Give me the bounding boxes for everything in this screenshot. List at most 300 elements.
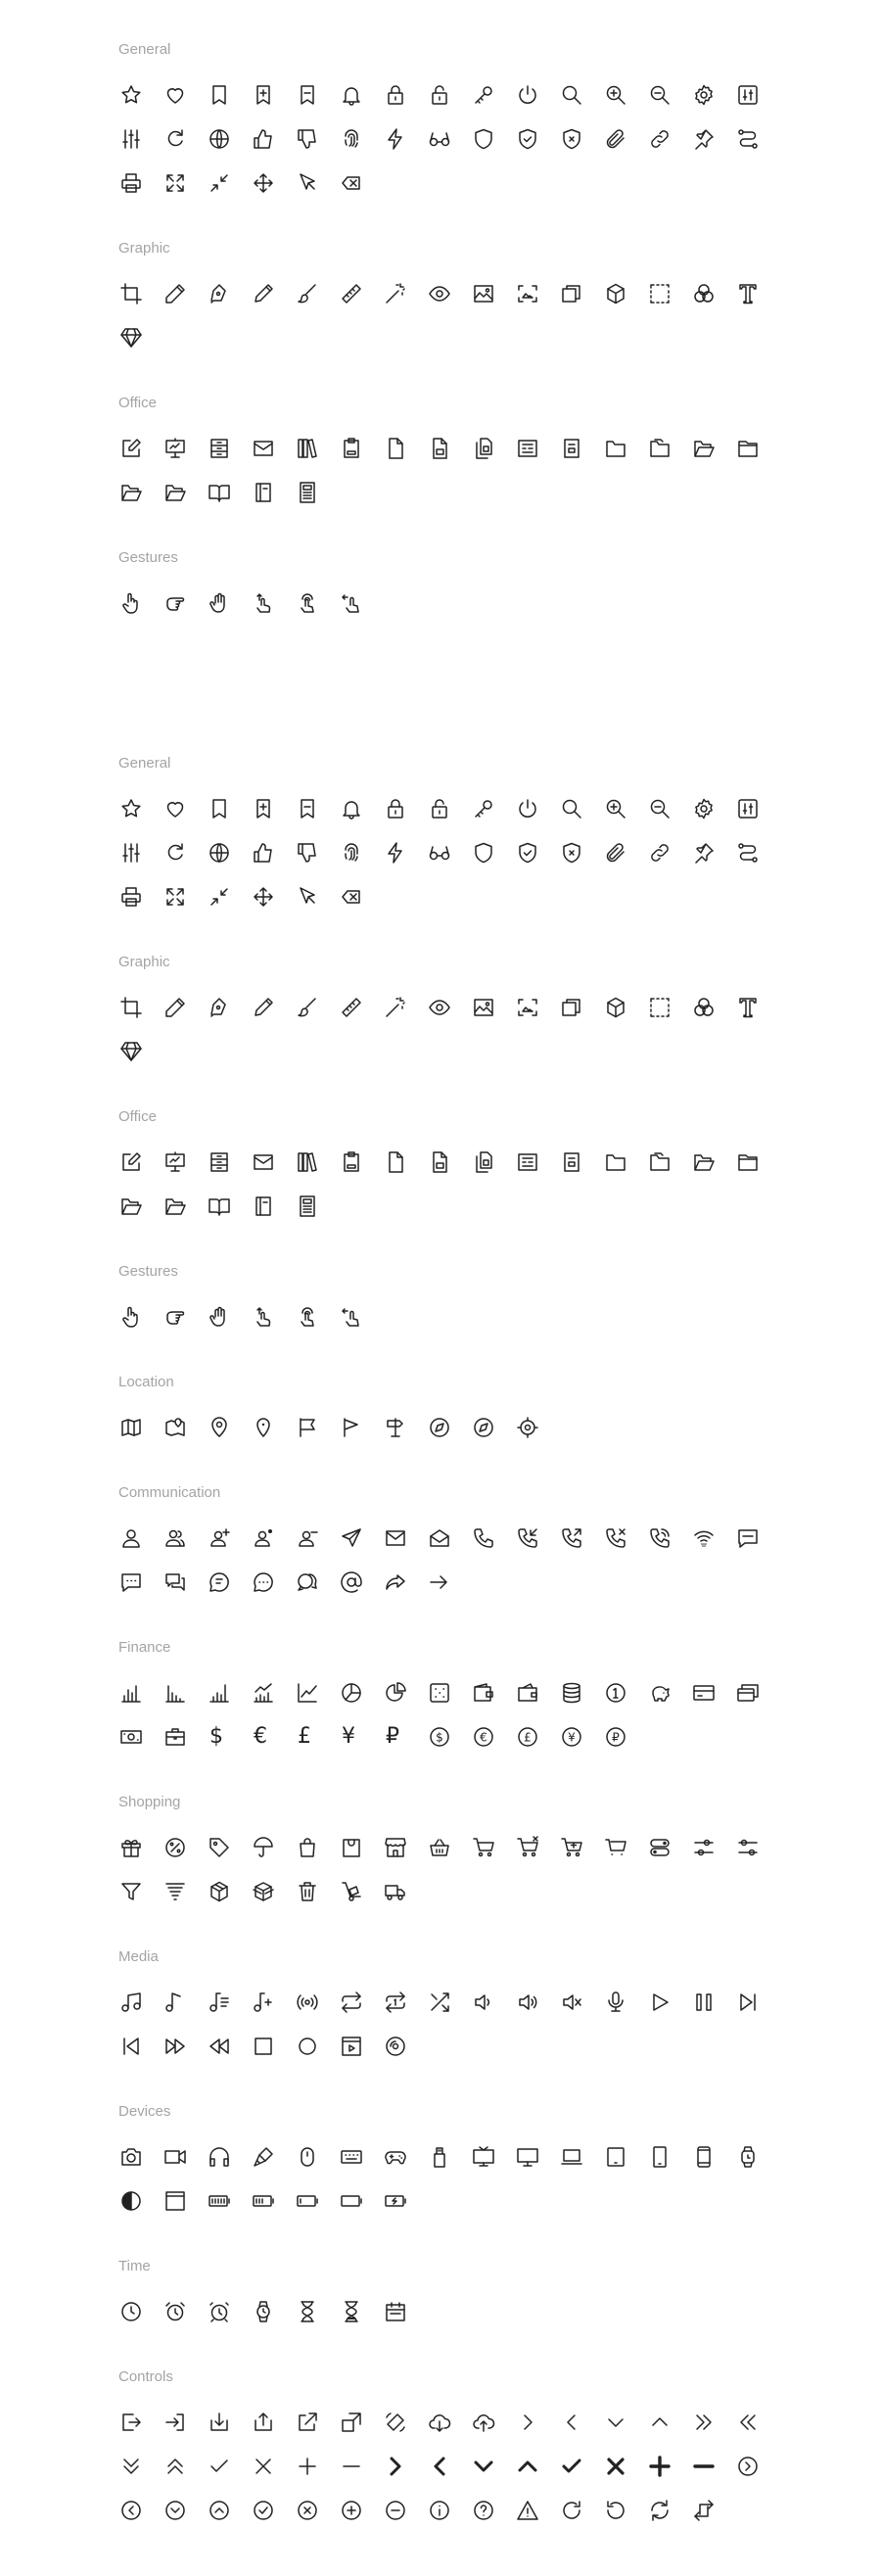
collapse-icon [206,161,250,205]
shield-check-icon [514,117,558,161]
star-icon [117,72,162,117]
fingerprint-icon [338,830,382,874]
selection-icon [646,271,690,315]
power-icon [514,786,558,830]
paperclip-icon [602,117,646,161]
svg-text:£: £ [524,1730,532,1744]
cursor-icon [294,161,338,205]
backspace-icon [338,874,382,918]
bold-plus-icon [646,2444,690,2488]
pie-chart-icon [338,1670,382,1714]
section-title: Devices [118,2103,171,2120]
brush-icon [294,985,338,1029]
user-add-icon [206,1516,250,1560]
signpost-icon [382,1405,426,1449]
gamepad-icon [382,2134,426,2178]
hand-right-icon [162,1294,206,1338]
monitor-icon [514,2134,558,2178]
box-open-icon [250,1869,294,1913]
info-circle-icon [426,2488,470,2532]
collapse-icon [206,874,250,918]
banknote-icon [117,1714,162,1758]
section-title: Shopping [118,1794,181,1810]
camera-icon [117,2134,162,2178]
broadcast-icon [294,1980,338,2024]
watch-alt-icon [250,2289,294,2333]
note-edit-icon [117,426,162,470]
link-icon [646,830,690,874]
book-open-icon [206,470,250,514]
section-title: Office [118,1108,157,1125]
plus-icon [294,2444,338,2488]
scan-image-icon [514,271,558,315]
hand-right-icon [162,581,206,625]
tv-icon [470,2134,514,2178]
chat-icon [734,1516,778,1560]
box-icon [206,1869,250,1913]
bold-chevron-left-icon [426,2444,470,2488]
image-icon [470,985,514,1029]
minus-circle-icon [382,2488,426,2532]
section-title: General [118,41,171,58]
presentation-icon [162,426,206,470]
double-chevron-up-icon [162,2444,206,2488]
crop-icon [117,985,162,1029]
trash-icon [294,1869,338,1913]
heart-icon [162,786,206,830]
section-title: Gestures [118,1263,178,1280]
yen-icon: ¥ [342,1723,355,1749]
chat-dots-icon [117,1560,162,1604]
section-title: Location [118,1374,174,1390]
icon-grid [117,1825,778,1913]
bar-chart-alt-icon [162,1670,206,1714]
expand-icon [162,161,206,205]
edit-pencil-icon [250,985,294,1029]
backspace-icon [338,161,382,205]
image-icon [470,271,514,315]
alarm-icon [162,2289,206,2333]
bolt-icon [382,830,426,874]
location-pin-icon [206,1405,250,1449]
repeat-one-icon [382,1980,426,2024]
document-icon [558,426,602,470]
user-icon [117,1516,162,1560]
dice-icon [426,1670,470,1714]
lock-icon [382,786,426,830]
books-icon [294,1140,338,1184]
icon-grid [117,985,778,1073]
mouse-icon [294,2134,338,2178]
percent-icon [162,1825,206,1869]
piggy-bank-icon [646,1670,690,1714]
half-circle-icon [117,2178,162,2223]
folder-icon [602,426,646,470]
folder-open-alt-icon [117,470,162,514]
check-circle-icon [250,2488,294,2532]
sign-in-icon [162,2400,206,2444]
hand-swipe-up-icon [250,581,294,625]
move-icon [250,874,294,918]
chat-circle-icon [206,1560,250,1604]
sliders-icon [117,830,162,874]
hand-swipe-icon [338,581,382,625]
map-icon [117,1405,162,1449]
icon-grid [117,426,778,514]
bar-chart-trend-icon [250,1670,294,1714]
text-icon [734,985,778,1029]
svg-text:₽: ₽ [612,1730,620,1744]
folder-open-2-icon [162,470,206,514]
user-group-icon [162,1516,206,1560]
cube-icon [602,271,646,315]
icon-grid [117,271,778,359]
clock-icon [117,2289,162,2333]
zoom-in-icon [602,72,646,117]
cards-icon [734,1670,778,1714]
power-icon [514,72,558,117]
fingerprint-icon [338,117,382,161]
smartphone-icon [646,2134,690,2178]
store-icon [382,1825,426,1869]
wallet-alt-icon [514,1670,558,1714]
hand-double-tap-icon [294,1294,338,1338]
refresh-icon [162,117,206,161]
navigation-icon [426,1405,470,1449]
chevron-right-circle-icon [734,2444,778,2488]
zoom-out-icon [646,72,690,117]
hand-swipe-up-icon [250,1294,294,1338]
folder-files-icon [646,426,690,470]
cloud-upload-icon [470,2400,514,2444]
filter-sliders-alt-icon [734,1825,778,1869]
pause-icon [690,1980,734,2024]
mute-icon [558,1980,602,2024]
icon-grid [117,581,778,625]
dollar-icon: $ [209,1723,223,1749]
credit-card-icon [690,1670,734,1714]
section-title: Gestures [118,549,178,566]
settings-panel-icon [734,786,778,830]
shield-x-icon [558,830,602,874]
layers-icon [558,985,602,1029]
notebook-icon [250,470,294,514]
shield-icon [470,830,514,874]
thumbs-up-icon [250,830,294,874]
funnel-icon [117,1869,162,1913]
clipboard-icon [338,426,382,470]
envelope-icon [382,1516,426,1560]
archive-icon [206,426,250,470]
coin-icon [602,1670,646,1714]
chat-circle-dots-icon [250,1560,294,1604]
search-icon [558,786,602,830]
hand-pointer-icon [117,1294,162,1338]
files-icon [470,426,514,470]
bar-chart-icon [117,1670,162,1714]
bookmark-add-icon [250,786,294,830]
help-circle-icon [470,2488,514,2532]
play-icon [646,1980,690,2024]
external-link-icon [294,2400,338,2444]
sliders-icon [117,117,162,161]
hand-double-tap-icon [294,581,338,625]
eye-icon [426,985,470,1029]
text-icon [734,271,778,315]
cube-icon [602,985,646,1029]
toggle-icon [646,1825,690,1869]
keyboard-icon [338,2134,382,2178]
user-remove-icon [294,1516,338,1560]
pen-nib-icon [206,271,250,315]
printer-icon [117,874,162,918]
forward-icon [426,1560,470,1604]
calculator-icon [294,1184,338,1228]
icon-grid [117,1670,778,1758]
tablet-icon [602,2134,646,2178]
key-icon [470,72,514,117]
folder-alt-icon [734,426,778,470]
book-open-icon [206,1184,250,1228]
minus-icon [338,2444,382,2488]
bold-check-icon [558,2444,602,2488]
phone-alt-icon [690,2134,734,2178]
thumbs-down-icon [294,117,338,161]
color-circles-icon [690,271,734,315]
glasses-icon [426,117,470,161]
hand-truck-icon [338,1869,382,1913]
skip-forward-icon [734,1980,778,2024]
battery-full-icon [206,2178,250,2223]
stop-icon [250,2024,294,2068]
shopping-bag-icon [294,1825,338,1869]
flag-icon [294,1405,338,1449]
section-title: Office [118,395,157,411]
target-icon [514,1405,558,1449]
presentation-icon [162,1140,206,1184]
zoom-out-icon [646,786,690,830]
chevron-left-icon [558,2400,602,2444]
microphone-icon [602,1980,646,2024]
microphone-alt-icon [250,2134,294,2178]
wallet-icon [470,1670,514,1714]
folder-files-icon [646,1140,690,1184]
section-title: Finance [118,1639,171,1656]
chevron-right-icon [514,2400,558,2444]
repeat-icon [338,1980,382,2024]
bold-chevron-down-icon [470,2444,514,2488]
at-icon [338,1560,382,1604]
send-icon [338,1516,382,1560]
dollar-circle-icon [426,1714,470,1758]
link-icon [646,117,690,161]
download-icon [206,2400,250,2444]
volume-low-icon [470,1980,514,2024]
hand-hold-icon [206,1294,250,1338]
share-icon [382,1560,426,1604]
pencil-icon [162,271,206,315]
funnel-alt-icon [162,1869,206,1913]
mail-icon [250,426,294,470]
section-title: Time [118,2258,151,2274]
expand-icon [162,874,206,918]
chevron-down-circle-icon [162,2488,206,2532]
bar-chart-up-icon [206,1670,250,1714]
edit-pencil-icon [250,271,294,315]
check-icon [206,2444,250,2488]
file-icon [382,1140,426,1184]
map-pin-icon [162,1405,206,1449]
newspaper-icon [514,1140,558,1184]
icon-grid [117,2289,778,2333]
warning-icon [514,2488,558,2532]
disc-icon [382,2024,426,2068]
icon-grid [117,786,778,918]
double-chevron-right-icon [690,2400,734,2444]
files-icon [470,1140,514,1184]
star-icon [117,786,162,830]
bookmark-add-icon [250,72,294,117]
chevron-up-circle-icon [206,2488,250,2532]
search-icon [558,72,602,117]
music-note-icon [117,1980,162,2024]
printer-icon [117,161,162,205]
laptop-icon [558,2134,602,2178]
coins-stack-icon [558,1670,602,1714]
icon-grid [117,1980,778,2068]
icon-grid [117,1405,778,1449]
record-icon [294,2024,338,2068]
folder-alt-icon [734,1140,778,1184]
scan-image-icon [514,985,558,1029]
sync-icon [646,2488,690,2532]
eye-icon [426,271,470,315]
skip-back-icon [117,2024,162,2068]
pin-icon [690,830,734,874]
music-note-alt-icon [162,1980,206,2024]
heart-icon [162,72,206,117]
ruler-icon [338,271,382,315]
globe-icon [206,830,250,874]
phone-icon [470,1516,514,1560]
thumbs-down-icon [294,830,338,874]
folder-open-2-icon [162,1184,206,1228]
bold-close-icon [602,2444,646,2488]
icon-grid [117,1140,778,1228]
location-pin-alt-icon [250,1405,294,1449]
fast-forward-icon [162,2024,206,2068]
chat-double-icon [162,1560,206,1604]
truck-icon [382,1869,426,1913]
phone-outgoing-icon [558,1516,602,1560]
folder-open-icon [690,426,734,470]
bell-icon [338,786,382,830]
notebook-icon [250,1184,294,1228]
bookmark-remove-icon [294,72,338,117]
cart-alt-icon [602,1825,646,1869]
phone-call-icon [646,1516,690,1560]
document-icon [558,1140,602,1184]
color-circles-icon [690,985,734,1029]
file-text-icon [426,426,470,470]
gift-icon [117,1825,162,1869]
crop-icon [117,271,162,315]
settings-panel-icon [734,72,778,117]
section-title: Graphic [118,240,170,257]
zoom-in-icon [602,786,646,830]
battery-empty-icon [338,2178,382,2223]
section-title: General [118,755,171,772]
cursor-icon [294,874,338,918]
video-player-icon [338,2024,382,2068]
briefcase-icon [162,1714,206,1758]
file-text-icon [426,1140,470,1184]
svg-text:¥: ¥ [568,1730,576,1744]
repeat-alt-icon [690,2488,734,2532]
chevron-left-circle-icon [117,2488,162,2532]
bold-chevron-right-icon [382,2444,426,2488]
usb-icon [426,2134,470,2178]
video-camera-icon [162,2134,206,2178]
basket-icon [426,1825,470,1869]
magic-wand-icon [382,985,426,1029]
alarm-alt-icon [206,2289,250,2333]
rewind-icon [206,2024,250,2068]
flag-alt-icon [338,1405,382,1449]
bookmark-icon [206,786,250,830]
shuffle-icon [426,1980,470,2024]
brush-icon [294,271,338,315]
layers-icon [558,271,602,315]
hand-pointer-icon [117,581,162,625]
umbrella-bag-icon [250,1825,294,1869]
cart-remove-icon [514,1825,558,1869]
filter-sliders-icon [690,1825,734,1869]
svg-text:$: $ [436,1730,443,1744]
unlock-icon [426,786,470,830]
user-check-icon [250,1516,294,1560]
close-circle-icon [294,2488,338,2532]
shield-check-icon [514,830,558,874]
pound-icon: £ [298,1723,311,1749]
bolt-icon [382,117,426,161]
clipboard-icon [338,1140,382,1184]
books-icon [294,426,338,470]
glasses-icon [426,830,470,874]
icon-grid [117,1294,778,1338]
folder-open-alt-icon [117,1184,162,1228]
hand-swipe-icon [338,1294,382,1338]
newspaper-icon [514,426,558,470]
close-icon [250,2444,294,2488]
bookmark-remove-icon [294,786,338,830]
section-title: Controls [118,2368,173,2385]
volume-high-icon [514,1980,558,2024]
diamond-icon [117,315,162,359]
section-title: Graphic [118,954,170,970]
cart-add-icon [558,1825,602,1869]
folder-icon [602,1140,646,1184]
bookmark-icon [206,72,250,117]
ruble-icon: ₽ [386,1723,399,1749]
section-title: Media [118,1948,159,1965]
shield-icon [470,117,514,161]
headphones-icon [206,2134,250,2178]
envelope-open-icon [426,1516,470,1560]
rotate-right-icon [558,2488,602,2532]
music-list-icon [206,1980,250,2024]
thumbs-up-icon [250,117,294,161]
